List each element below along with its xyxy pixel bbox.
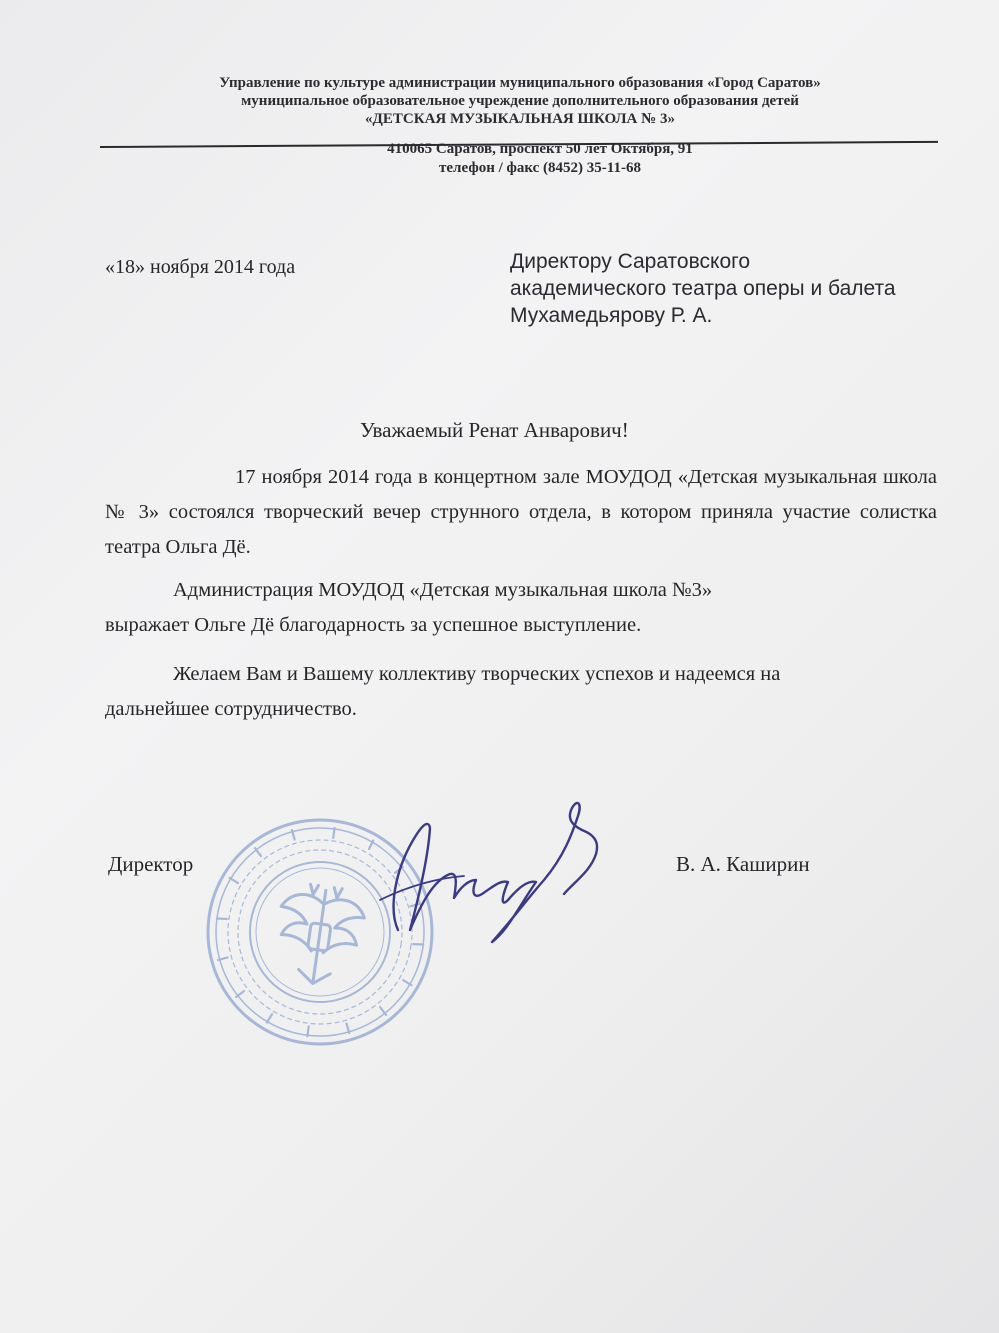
body-paragraph-3	[105, 657, 937, 727]
recipient-line-3: Мухамедьярову Р. А.	[510, 304, 713, 327]
address-street: 410065 Саратов, проспект 50 лет Октября, 91	[387, 141, 693, 157]
signatory-title: Директор	[108, 852, 194, 876]
letterhead-institution-type: муниципальное образовательное учреждение дополнительного образования детей	[241, 93, 799, 109]
letter-date: «18» ноября 2014 года	[105, 256, 296, 278]
body-paragraph-3-line-2: дальнейшее сотрудничество.	[105, 698, 357, 720]
recipient-line-1: Директору Саратовского	[510, 250, 751, 273]
body-paragraph-2	[105, 573, 937, 643]
recipient-block	[510, 248, 896, 329]
letterhead-school-name: «ДЕТСКАЯ МУЗЫКАЛЬНАЯ ШКОЛА № 3»	[365, 111, 675, 127]
school-address	[280, 140, 800, 178]
recipient-line-2: академического театра оперы и балета	[510, 277, 896, 300]
letter-body	[105, 460, 937, 727]
body-paragraph-2-line-2: выражает Ольге Дё благодарность за успешное выступление.	[105, 614, 642, 636]
body-paragraph-3-line-1: Желаем Вам и Вашему коллективу творческих успехов и надеемся на	[173, 663, 781, 685]
letterhead-authority: Управление по культуре администрации муниципального образования «Город Саратов»	[219, 75, 821, 91]
body-paragraph-1: 17 ноября 2014 года в концертном зале МОУДОД «Детская музыкальная школа № 3» состоялся творческий вечер струнного отдела, в котором приняла участие солистка театра Ольга Дё.	[105, 466, 937, 558]
letterhead	[100, 74, 940, 128]
address-phone: телефон / факс (8452) 35-11-68	[439, 160, 641, 176]
body-paragraph-2-line-1: Администрация МОУДОД «Детская музыкальная школа №3»	[173, 579, 713, 601]
handwritten-signature-icon	[368, 790, 628, 960]
signatory-name: В. А. Каширин	[676, 852, 810, 876]
salutation: Уважаемый Ренат Анварович!	[360, 418, 629, 442]
